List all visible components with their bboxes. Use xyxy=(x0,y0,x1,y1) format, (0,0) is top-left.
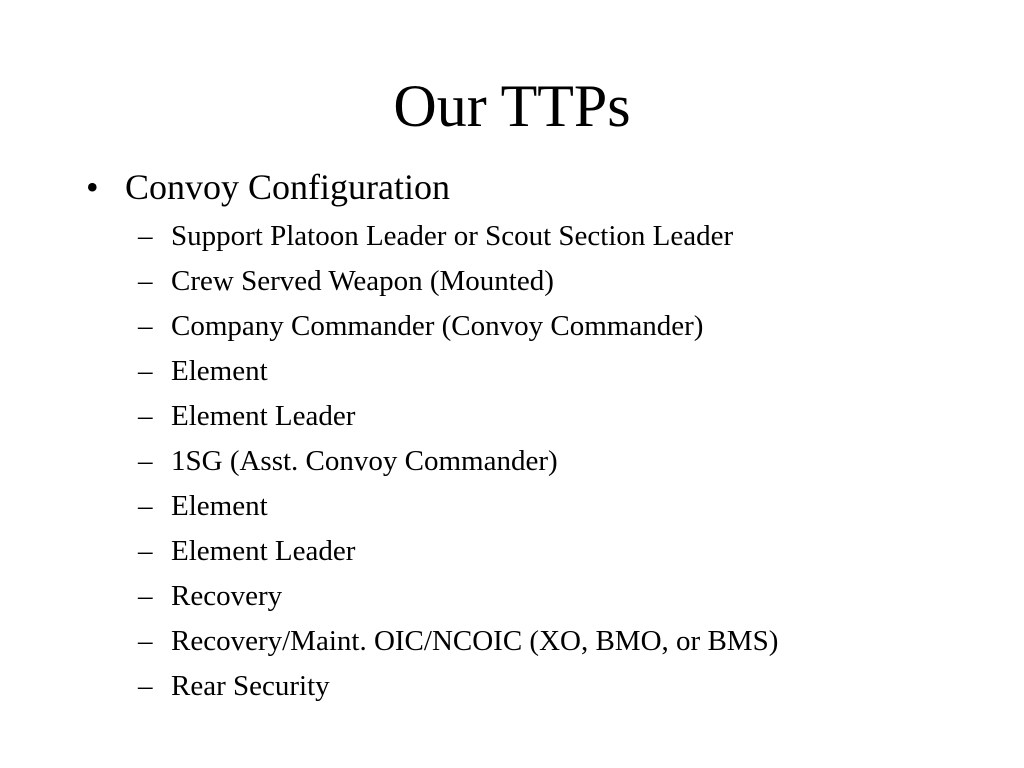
sub-bullet-item xyxy=(138,214,778,259)
sub-bullet-text: Element xyxy=(171,490,268,522)
dash-icon: – xyxy=(138,625,153,657)
bullet-list xyxy=(86,165,450,210)
sub-bullet-text: Element Leader xyxy=(171,400,356,432)
dash-icon: – xyxy=(138,400,153,432)
dash-icon: – xyxy=(138,220,153,252)
sub-bullet-list xyxy=(138,214,778,709)
sub-bullet-item xyxy=(138,484,778,529)
sub-bullet-item xyxy=(138,574,778,619)
dash-icon: – xyxy=(138,355,153,387)
sub-bullet-item xyxy=(138,394,778,439)
slide-title: Our TTPs xyxy=(393,73,631,139)
dash-icon: – xyxy=(138,580,153,612)
sub-bullet-item xyxy=(138,349,778,394)
sub-bullet-item xyxy=(138,439,778,484)
sub-bullet-text: Element xyxy=(171,355,268,387)
sub-bullet-text: Support Platoon Leader or Scout Section Leader xyxy=(171,220,734,252)
sub-bullet-text: 1SG (Asst. Convoy Commander) xyxy=(171,445,558,477)
sub-bullet-item xyxy=(138,619,778,664)
bullet-item-convoy-configuration xyxy=(86,165,450,210)
sub-bullet-item xyxy=(138,259,778,304)
sub-bullet-text: Recovery/Maint. OIC/NCOIC (XO, BMO, or BMS) xyxy=(171,625,779,657)
sub-bullet-item xyxy=(138,304,778,349)
sub-bullet-text: Rear Security xyxy=(171,670,330,702)
sub-bullet-item xyxy=(138,529,778,574)
bullet-text: Convoy Configuration xyxy=(125,167,450,207)
sub-bullet-text: Crew Served Weapon (Mounted) xyxy=(171,265,554,297)
dash-icon: – xyxy=(138,535,153,567)
bullet-icon: • xyxy=(86,167,99,207)
dash-icon: – xyxy=(138,265,153,297)
dash-icon: – xyxy=(138,310,153,342)
dash-icon: – xyxy=(138,445,153,477)
sub-bullet-text: Company Commander (Convoy Commander) xyxy=(171,310,704,342)
sub-bullet-item xyxy=(138,664,778,709)
dash-icon: – xyxy=(138,670,153,702)
sub-bullet-text: Recovery xyxy=(171,580,283,612)
dash-icon: – xyxy=(138,490,153,522)
sub-bullet-text: Element Leader xyxy=(171,535,356,567)
